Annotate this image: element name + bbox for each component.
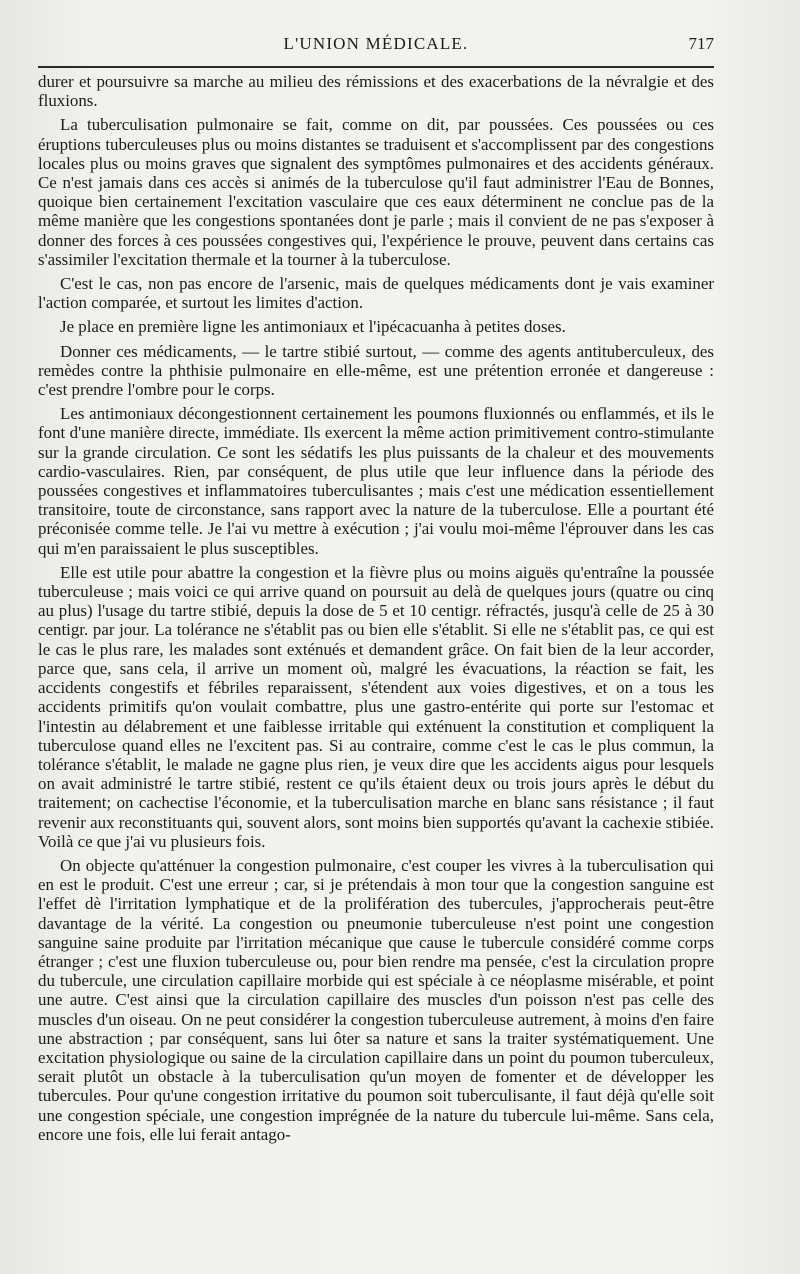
paragraph: Les antimoniaux décongestionnent certainement les poumons fluxionnés ou enflammés, et ils le font d'une manière directe, immédiate. Ils exercent la même action primitivement contro-stimulante sur la grande circulation. Ce sont les sédatifs les plus puissants de la chaleur et des mouvements cardio-vasculaires. Rien, par conséquent, de plus utile que leur influence dans la période des poussées congestives et inflammatoires tuberculisantes ; mais c'est une médication essentiellement transitoire, toute de circonstance, sans rapport avec la nature de la tuberculose. Elle a pourtant été préconisée comme telle. Je l'ai vu mettre à exécution ; j'ai voulu moi-même l'éprouver dans les cas qui m'en paraissaient le plus susceptibles. [38,404,714,558]
running-head [38,34,714,60]
paragraph: C'est le cas, non pas encore de l'arsenic, mais de quelques médicaments dont je vais examiner l'action comparée, et surtout les limites d'action. [38,274,714,313]
page-number: 717 [688,34,714,53]
header-rule [38,66,714,68]
paragraph: Elle est utile pour abattre la congestion et la fièvre plus ou moins aiguës qu'entraîne la poussée tuberculeuse ; mais voici ce qui arrive quand on poursuit au delà de quelques jours (quatre ou cinq au plus) l'usage du tartre stibié, depuis la dose de 5 et 10 centigr. réfractés, jusqu'à celle de 25 à 30 centigr. par jour. La tolérance ne s'établit pas ou bien elle s'établit. Si elle ne s'établit pas, ce qui est le cas le plus rare, les malades sont exténués et demandent grâce. On fait bien de la leur accorder, parce que, sans cela, il arrive un moment où, malgré les évacuations, la réaction se fait, les accidents congestifs et fébriles reparaissent, s'étendent aux voies digestives, et on a tous les accidents primitifs qu'on voulait combattre, plus une gastro-entérite qui porte sur l'estomac et l'intestin au délabrement et une faiblesse irritable qui exténuent la constitution et compliquent la tuberculose quand elles ne l'excitent pas. Si au contraire, comme c'est le cas le plus commun, la tolérance s'établit, le malade ne gagne plus rien, je veux dire que les accidents aigus pour lesquels on avait administré le tartre stibié, restent ce qu'ils étaient deux ou trois jours après le début du traitement; on cachectise l'économie, et la tuberculisation marche en blanc sans résistance ; il faut revenir aux reconstituants qui, souvent alors, sont moins bien supportés qu'avant la cachexie stibiée. Voilà ce que j'ai vu plusieurs fois. [38,562,714,851]
paragraph: La tuberculisation pulmonaire se fait, comme on dit, par poussées. Ces poussées ou ces éruptions tuberculeuses plus ou moins distantes se traduisent et s'accomplissent par des congestions locales plus ou moins graves que signalent des symptômes pulmonaires et des accidents généraux. Ce n'est jamais dans ces accès si animés de la tuberculose qu'il faut administrer l'Eau de Bonnes, quoique bien certainement l'excitation vasculaire que ces eaux déterminent ne conclue pas de la même manière que les congestions spontanées dont je parle ; mais il convient de ne pas s'exposer à donner des forces à ces poussées congestives qui, l'expérience le prouve, peuvent dans certains cas s'assimiler l'excitation thermale et la tourner à la tuberculose. [38,115,714,269]
body-text [38,72,714,1144]
header-title: L'UNION MÉDICALE. [283,34,469,53]
paragraph: On objecte qu'atténuer la congestion pulmonaire, c'est couper les vivres à la tuberculisation qui en est le produit. C'est une erreur ; car, si je prétendais à mon tour que la congestion sanguine est l'effet dè l'irritation lymphatique et de la prolifération des tubercules, j'approcherais peut-être davantage de la vérité. La congestion ou pneumonie tuberculeuse n'est point une congestion sanguine saine produite par l'irritation mécanique que cause le tubercule considéré comme corps étranger ; c'est une fluxion tuberculeuse ou, pour bien rendre ma pensée, c'est la circulation propre du tubercule, une circulation capillaire morbide qui est spéciale à ce néoplasme misérable, et point une autre. C'est ainsi que la circulation capillaire des muscles d'un poisson n'est pas celle des muscles d'un oiseau. On ne peut considérer la congestion tuberculeuse autrement, à moins d'en faire une abstraction ; par conséquent, sans lui ôter sa nature et sans la traiter systématiquement. Une excitation physiologique ou saine de la circulation capillaire dans un point du poumon tuberculeux, serait plutôt un obstacle à la tuberculisation qu'un moyen de fomenter et de développer les tubercules. Pour qu'une congestion irritative du poumon soit tuberculisante, il faut déjà qu'elle soit une congestion spéciale, une congestion imprégnée de la nature du tubercule lui-même. Sans cela, encore une fois, elle lui ferait antago- [38,855,714,1144]
paragraph: Donner ces médicaments, — le tartre stibié surtout, — comme des agents antituberculeux, des remèdes contre la phthisie pulmonaire en elle-même, est une prétention erronée et dangereuse : c'est prendre l'ombre pour le corps. [38,341,714,400]
paragraph: Je place en première ligne les antimoniaux et l'ipécacuanha à petites doses. [60,317,566,337]
paragraph: durer et poursuivre sa marche au milieu des rémissions et des exacerbations de la névralgie et des fluxions. [38,72,714,111]
